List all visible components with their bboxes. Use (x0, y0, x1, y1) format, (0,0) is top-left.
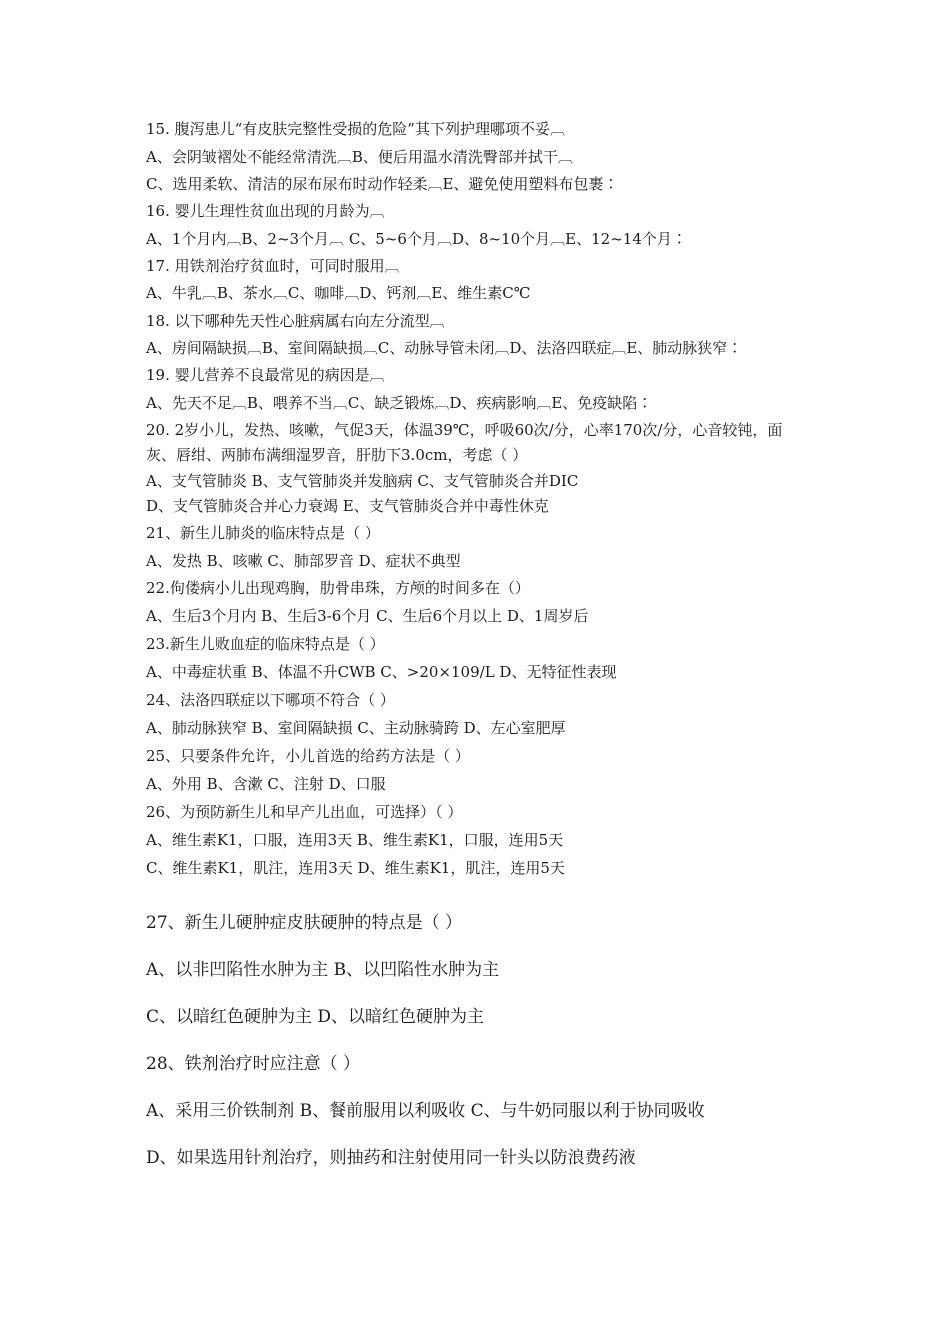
option-line: A、以非凹陷性水肿为主 B、以凹陷性水肿为主 (146, 960, 500, 980)
option-line: A、维生素K1，口服，连用3天 B、维生素K1，口服，连用5天 (146, 831, 564, 849)
question-16: 16. 婴儿生理性贫血出现的月龄为︹ (146, 202, 385, 220)
option-line: C、选用柔软、清洁的尿布尿布时动作轻柔︹E、避免使用塑料布包裹∶ (146, 175, 619, 193)
option-line: A、房间隔缺损︹B、室间隔缺损︹C、动脉导管未闭︹D、法洛四联症︹E、肺动脉狭窄∶ (146, 339, 743, 357)
question-21: 21、新生儿肺炎的临床特点是（ ） (146, 524, 380, 542)
question-26: 26、为预防新生儿和早产儿出血，可选择）（ ） (146, 803, 463, 821)
question-15: 15. 腹泻患儿“有皮肤完整性受损的危险”其下列护理哪项不妥︹ (146, 120, 565, 138)
question-23: 23.新生儿败血症的临床特点是（ ） (146, 635, 385, 653)
question-20: 20. 2岁小儿，发热、咳嗽，气促3天，体温39℃，呼吸60次/分，心率170次/分，心音较钝，面 (146, 421, 783, 439)
option-line: A、先天不足︹B、喂养不当︹C、缺乏锻炼︹D、疾病影响︹E、免疫缺陷∶ (146, 394, 653, 412)
option-line: C、以暗红色硬肿为主 D、以暗红色硬肿为主 (146, 1007, 485, 1027)
question-24: 24、法洛四联症以下哪项不符合（ ） (146, 691, 395, 709)
option-line: D、支气管肺炎合并心力衰竭 E、支气管肺炎合并中毒性休克 (146, 497, 549, 515)
question-18: 18. 以下哪种先天性心脏病属右向左分流型︹ (146, 312, 445, 330)
option-line: A、牛乳︹B、茶水︹C、咖啡︹D、钙剂︹E、维生素C℃ (146, 284, 531, 302)
option-line: A、发热 B、咳嗽 C、肺部罗音 D、症状不典型 (146, 552, 461, 570)
question-22: 22.佝偻病小儿出现鸡胸，肋骨串珠，方颅的时间多在（） (146, 579, 530, 597)
option-line: D、如果选用针剂治疗，则抽药和注射使用同一针头以防浪费药液 (146, 1148, 636, 1168)
option-line: A、生后3个月内 B、生后3-6个月 C、生后6个月以上 D、1周岁后 (146, 607, 589, 625)
option-line: A、中毒症状重 B、体温不升CWB C、>20×109/L D、无特征性表现 (146, 663, 617, 681)
question-20-cont: 灰、唇绀、两肺布满细湿罗音，肝肋下3.0cm，考虑（ ） (146, 446, 528, 464)
question-27: 27、新生儿硬肿症皮肤硬肿的特点是（ ） (146, 913, 463, 933)
question-19: 19. 婴儿营养不良最常见的病因是︹ (146, 366, 385, 384)
question-28: 28、铁剂治疗时应注意（ ） (146, 1054, 361, 1074)
option-line: A、会阴皱褶处不能经常清洗︹B、便后用温水清洗臀部并拭干︹ (146, 148, 573, 166)
question-25: 25、只要条件允许，小儿首选的给药方法是（ ） (146, 747, 470, 765)
option-line: A、外用 B、含漱 C、注射 D、口服 (146, 775, 386, 793)
option-line: A、支气管肺炎 B、支气管肺炎并发脑病 C、支气管肺炎合并DIC (146, 472, 579, 490)
option-line: A、1个月内︹B、2~3个月︹ C、5~6个月︹D、8~10个月︹E、12~14个月∶ (146, 230, 687, 248)
option-line: A、肺动脉狭窄 B、室间隔缺损 C、主动脉骑跨 D、左心室肥厚 (146, 719, 566, 737)
option-line: C、维生素K1，肌注，连用3天 D、维生素K1，肌注，连用5天 (146, 859, 565, 877)
option-line: A、采用三价铁制剂 B、餐前服用以利吸收 C、与牛奶同服以利于协同吸收 (146, 1101, 705, 1121)
question-17: 17. 用铁剂治疗贫血时，可同时服用︹ (146, 257, 400, 275)
